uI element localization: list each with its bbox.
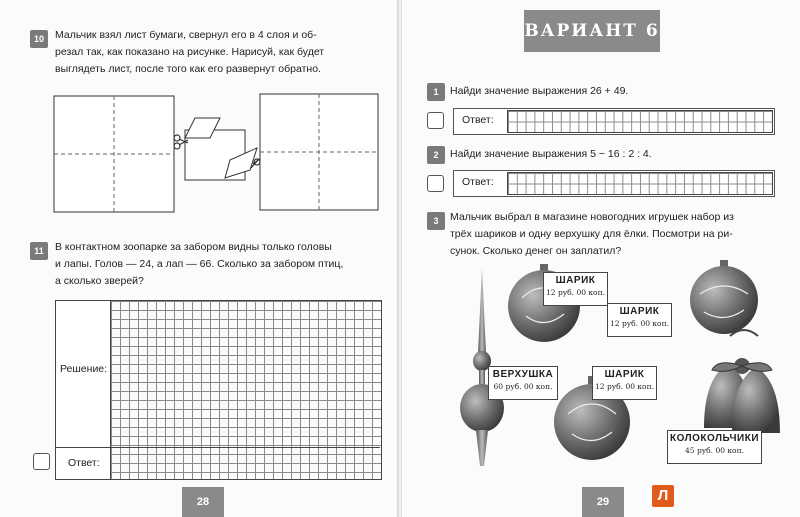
price-tag-price: 60 руб. 00 коп. <box>493 382 553 391</box>
price-tag <box>667 430 762 464</box>
task-11-line: а сколько зверей? <box>55 275 144 287</box>
answer-divider <box>55 447 380 448</box>
task-1-number: 1 <box>427 83 445 101</box>
task-10-line: выглядеть лист, после того как его развернут обратно. <box>55 63 321 75</box>
price-tag-price: 12 руб. 00 коп. <box>595 382 654 391</box>
folding-diagram <box>45 90 380 215</box>
task-11-line: и лапы. Голов — 24, а лап — 66. Сколько за забором птиц, <box>55 258 344 270</box>
task-1-text: Найди значение выражения 26 + 49. <box>450 85 629 97</box>
task-11-text <box>55 239 385 290</box>
task-3-line: сунок. Сколько денег он заплатил? <box>450 245 622 257</box>
page-number: 28 <box>182 487 224 517</box>
price-tag <box>543 272 608 306</box>
answer-checkbox[interactable] <box>33 453 50 470</box>
task-2-checkbox[interactable] <box>427 175 444 192</box>
task-3-text <box>450 209 790 260</box>
price-tag-name: ВЕРХУШКА <box>492 369 554 380</box>
price-tag-name: ШАРИК <box>604 369 645 380</box>
task-2-number: 2 <box>427 146 445 164</box>
task-10-number: 10 <box>30 30 48 48</box>
price-tag-price: 12 руб. 00 коп. <box>610 319 669 328</box>
task-3-line: трёх шариков и одну верхушку для ёлки. Посмотри на ри- <box>450 228 733 240</box>
task-11-number: 11 <box>30 242 48 260</box>
task-3-line: Мальчик выбрал в магазине новогодних игрушек набор из <box>450 211 734 223</box>
price-tag <box>607 303 672 337</box>
price-tag-price: 12 руб. 00 коп. <box>546 288 605 297</box>
right-page <box>402 0 800 517</box>
bells-icon <box>704 330 780 433</box>
variant-title: ВАРИАНТ 6 <box>524 10 660 52</box>
task-11-line: В контактном зоопарке за забором видны только головы <box>55 241 332 253</box>
answer-label: Ответ: <box>68 457 100 469</box>
task-3-number: 3 <box>427 212 445 230</box>
task-2-text: Найди значение выражения 5 − 16 : 2 : 4. <box>450 148 652 160</box>
left-page <box>0 0 398 517</box>
price-tag-name: КОЛОКОЛЬЧИКИ <box>669 433 760 444</box>
task-1-checkbox[interactable] <box>427 112 444 129</box>
task-10-text <box>55 27 385 78</box>
page-number: 29 <box>582 487 624 517</box>
ornament-ball-icon <box>690 260 758 334</box>
task-1-answer-grid[interactable] <box>507 110 773 133</box>
task-1-answer-label: Ответ: <box>462 114 494 126</box>
task-2-answer-label: Ответ: <box>462 176 494 188</box>
publisher-logo: Л <box>652 485 674 507</box>
solution-label-area <box>55 300 111 480</box>
price-tag <box>488 366 558 400</box>
task-2-answer-grid[interactable] <box>507 172 773 195</box>
task-10-line: Мальчик взял лист бумаги, свернул его в 4 слоя и об- <box>55 29 317 41</box>
solution-grid[interactable] <box>110 300 382 480</box>
price-tag <box>592 366 657 400</box>
price-tag-price: 45 руб. 00 коп. <box>685 446 744 455</box>
price-tag-name: ШАРИК <box>619 306 660 317</box>
task-10-line: резал так, как показано на рисунке. Нарисуй, как будет <box>55 46 325 58</box>
solution-label: Решение: <box>60 363 108 375</box>
price-tag-name: ШАРИК <box>555 275 596 286</box>
